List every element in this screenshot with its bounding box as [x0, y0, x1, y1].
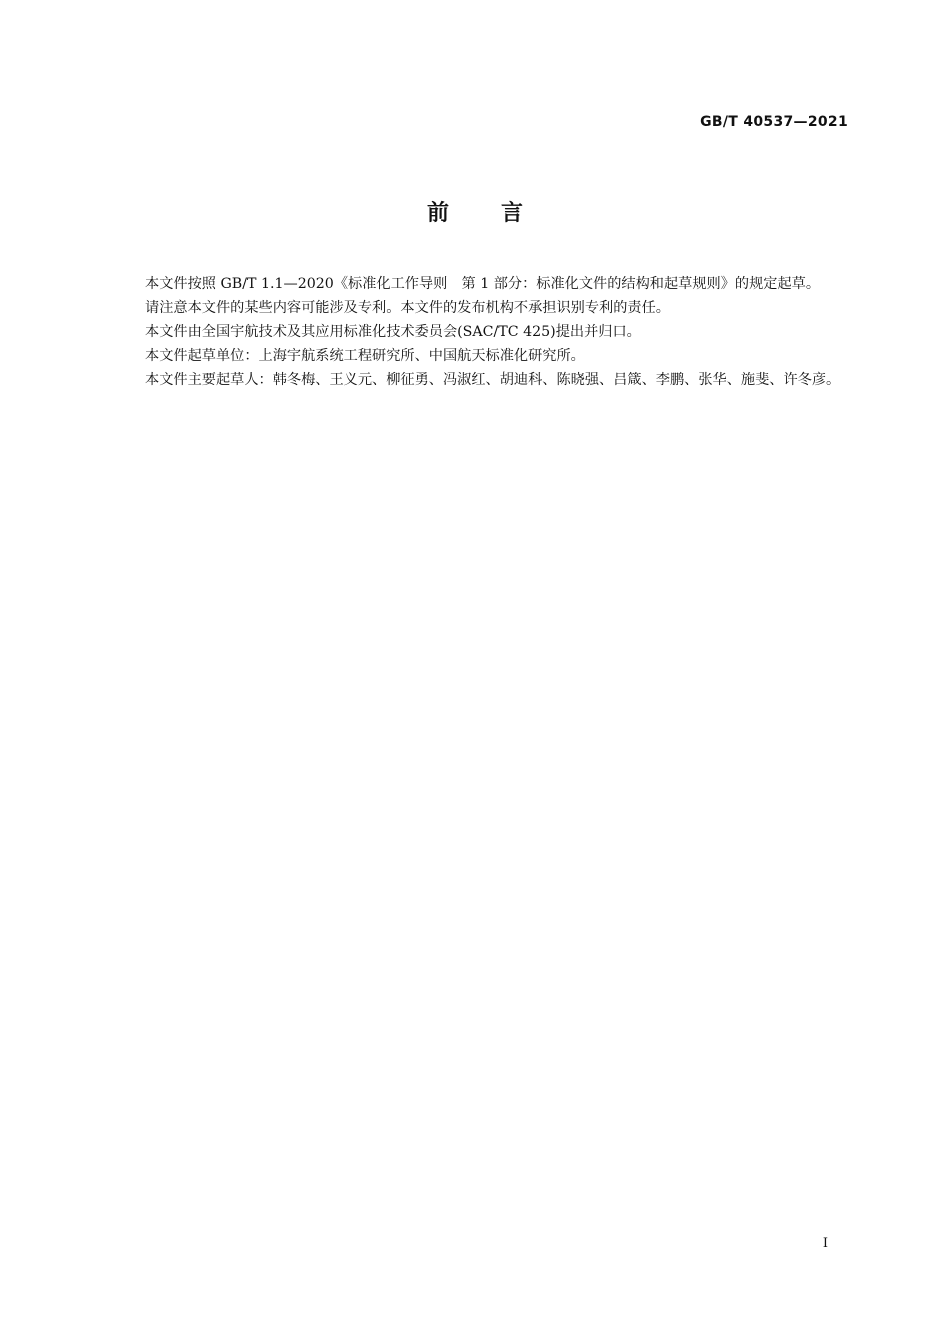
page-title: 前言 [426, 201, 575, 226]
paragraph-proposer: 本文件由全国宇航技术及其应用标准化技术委员会(SAC/TC 425)提出并归口。 [145, 324, 641, 340]
paragraph-drafting-units: 本文件起草单位：上海宇航系统工程研究所、中国航天标准化研究所。 [145, 348, 585, 364]
page-number: I [822, 1236, 828, 1251]
standard-code: GB/T 40537—2021 [700, 114, 848, 130]
paragraph-patent-notice: 请注意本文件的某些内容可能涉及专利。本文件的发布机构不承担识别专利的责任。 [145, 300, 670, 316]
paragraph-drafters: 本文件主要起草人：韩冬梅、王义元、柳征勇、冯淑红、胡迪科、陈晓强、吕箴、李鹏、张华、施斐、许冬彦。 [145, 372, 841, 388]
paragraph-drafting-rules: 本文件按照 GB/T 1.1—2020《标准化工作导则 第 1 部分：标准化文件的结构和起草规则》的规定起草。 [145, 276, 821, 292]
preface-body [114, 272, 852, 392]
